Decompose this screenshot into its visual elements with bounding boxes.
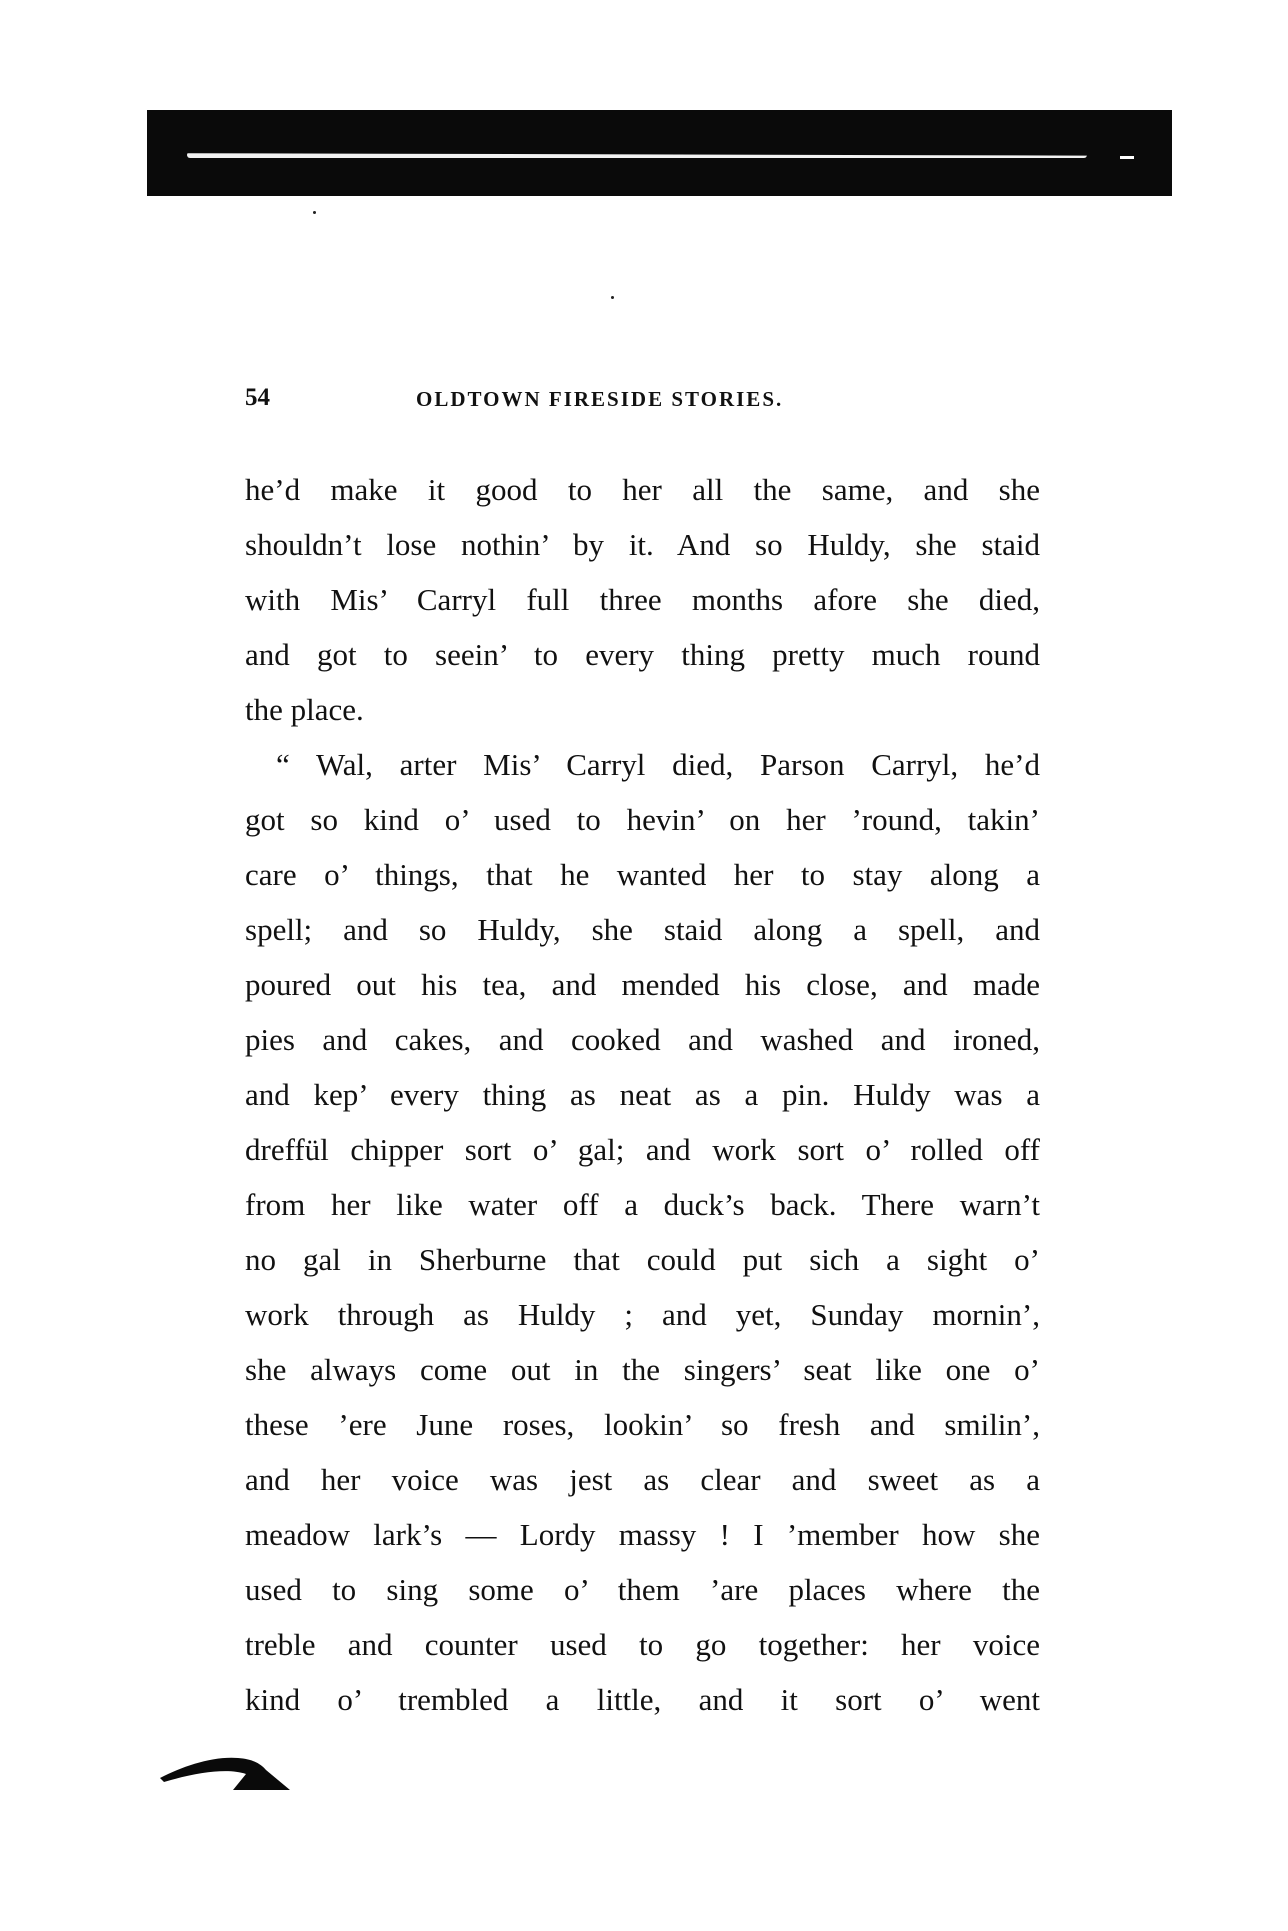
text-line: and got to seein’ to every thing pretty much round <box>245 637 1040 672</box>
text-line: shouldn’t lose nothin’ by it. And so Huldy, she staid <box>245 527 1040 562</box>
text-line: dreffül chipper sort o’ gal; and work sort o’ rolled off <box>245 1132 1040 1167</box>
text-line: treble and counter used to go together: her voice <box>245 1627 1040 1662</box>
scan-streak <box>187 152 1087 158</box>
text-line: he’d make it good to her all the same, and she <box>245 472 1040 507</box>
scan-tick <box>1120 156 1134 159</box>
text-line: meadow lark’s — Lordy massy ! I ’member how she <box>245 1517 1040 1552</box>
text-line: spell; and so Huldy, she staid along a spell, and <box>245 912 1040 947</box>
text-line: kind o’ trembled a little, and it sort o’ went <box>245 1682 1040 1717</box>
text-line: care o’ things, that he wanted her to stay along a <box>245 857 1040 892</box>
text-line: she always come out in the singers’ seat like one o’ <box>245 1352 1040 1387</box>
text-line: pies and cakes, and cooked and washed and ironed, <box>245 1022 1040 1057</box>
page-number: 54 <box>245 384 270 411</box>
dust-speck <box>611 296 614 299</box>
body-text <box>245 462 1040 1727</box>
scan-artifact-bar <box>147 110 1172 196</box>
text-line: “ Wal, arter Mis’ Carryl died, Parson Carryl, he’d <box>276 747 1040 782</box>
text-line: with Mis’ Carryl full three months afore she died, <box>245 582 1040 617</box>
text-line: no gal in Sherburne that could put sich a sight o’ <box>245 1242 1040 1277</box>
running-head <box>245 384 1045 418</box>
text-line: got so kind o’ used to hevin’ on her ’round, takin’ <box>245 802 1040 837</box>
text-line: from her like water off a duck’s back. There warn’t <box>245 1187 1040 1222</box>
running-title: OLDTOWN FIRESIDE STORIES. <box>416 387 784 411</box>
text-line: and kep’ every thing as neat as a pin. Huldy was a <box>245 1077 1040 1112</box>
text-line: work through as Huldy ; and yet, Sunday mornin’, <box>245 1297 1040 1332</box>
text-line: poured out his tea, and mended his close, and made <box>245 967 1040 1002</box>
dust-speck <box>313 211 316 214</box>
text-line: these ’ere June roses, lookin’ so fresh and smilin’, <box>245 1407 1040 1442</box>
text-line: and her voice was jest as clear and sweet as a <box>245 1462 1040 1497</box>
text-line: the place. <box>245 692 364 727</box>
text-line: used to sing some o’ them ’are places where the <box>245 1572 1040 1607</box>
printer-flourish-mark-icon <box>158 1748 293 1792</box>
